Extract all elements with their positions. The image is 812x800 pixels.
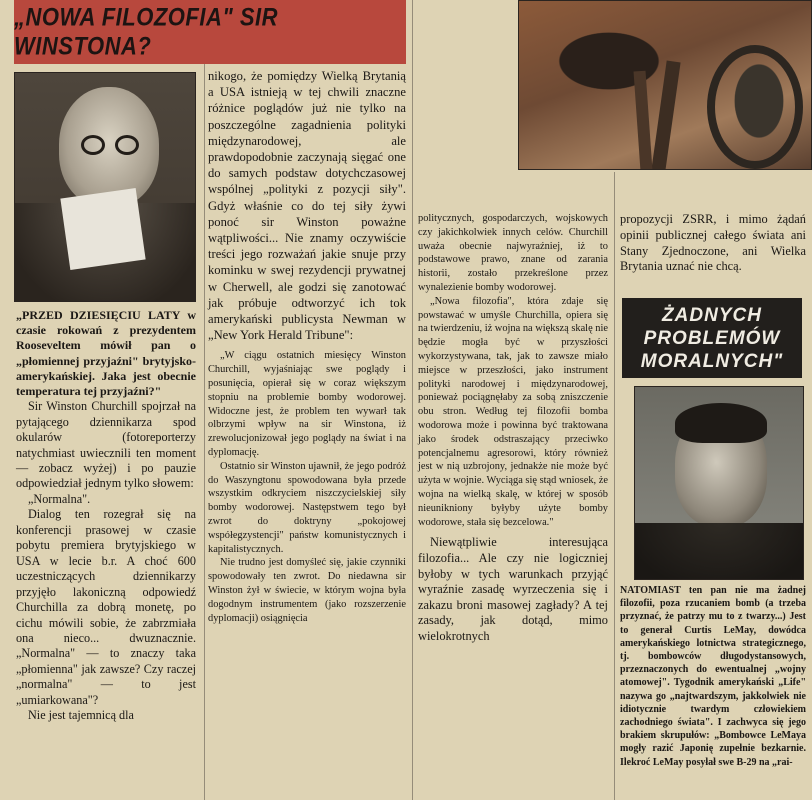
column-4-top <box>620 212 806 275</box>
lemay-portrait-photo <box>634 386 804 580</box>
portrait-suit-shape <box>635 523 804 580</box>
portrait-hair-shape <box>675 403 767 443</box>
col3-quote-paragraph: „Nowa filozofia", która zdaje się powstawać w umyśle Churchilla, opiera się na twierdzeniu, iż wojna na większą skalę nie będzie mogła być w przyszłości wykorzystywana, tak, jak to zawsze miało miejsce w przeszłości, jako instrument polityki narodowej i międzynarodowej, ponieważ pociągnęłaby za sobą zniszczenie obu stron. Według tej filozofii bomba wodorowa może i powinna być traktowana jako środek odstraszający przeciwko potencjalnemu agresorowi, który również jest w nią uzbrojony, jednakże nie może być użyta w wojnie. Wyciąga się stąd wniosek, że wojna na wielką skalę, w której w sposób nieunikniony byłyby użyte bomby wodorowe, stała się bezcelowa." <box>418 295 608 528</box>
article-title: „NOWA FILOZOFIA" SIR WINSTONA? <box>14 2 279 60</box>
column-rule-2 <box>412 0 413 800</box>
col2-quote-paragraph: Nie trudno jest domyśleć się, jakie czynniki spowodowały ten zwrot. Do niedawna sir Winston żył w świecie, w którym wojna była dogodnym instrumentem (jako rozszerzenie dyplomacji) osiągnięcia <box>208 557 406 624</box>
col2-quote-paragraph: Ostatnio sir Winston ujawnił, że jego podróż do Waszyngtonu spowodowana była przede wszystkim odkryciem niszczycielskiej siły bomby wodorowej. Następstwem tego był zwrot do doktryny „pokojowej współegzystencji" państw komunistycznych i kapitalistycznych. <box>208 460 406 555</box>
column-3 <box>418 212 608 644</box>
col1-paragraph: „Normalna". <box>28 491 91 506</box>
horse-leg-shape <box>651 61 680 170</box>
glasses-shape <box>81 135 145 155</box>
column-2 <box>208 68 406 625</box>
section-header-line: ŻADNYCH <box>662 304 762 326</box>
column-rule-1 <box>204 0 205 800</box>
section-header-line: MORALNYCH" <box>640 350 784 372</box>
column-rule-3 <box>614 172 615 800</box>
col3-paragraph: Niewątpliwie interesująca filozofia... Ale czy nie logiczniej byłoby w tych warunkach przyjąć wyraźnie zasadę wyrzeczenia się i zakazu broni masowej zagłady? A tej zasady, jak dotąd, mimo wielokrotnych <box>418 535 608 643</box>
column-1 <box>16 308 196 724</box>
churchill-portrait-photo <box>14 72 196 302</box>
col1-paragraph: Nie jest tajemnicą dla <box>28 708 134 723</box>
col4-paragraph: propozycji ZSRR, i mimo żądań opinii publicznej całego świata ani Stany Zjednoczone, ani Wielka Brytania uznać nie chcą. <box>620 212 806 274</box>
paper-sheet-shape <box>60 188 145 270</box>
col2-quote-paragraph: „W ciągu ostatnich miesięcy Winston Churchill, wyjaśniając swe poglądy i posunięcia, opierał się w coraz większym stopniu na problemie bomby wodorowej. Widoczne jest, że problem ten wywarł tak olbrzymi wpływ na sir Winstona, iż zrewolucjonizował jego poglądy na świat i na dyplomację. <box>208 350 406 459</box>
col1-lead-paragraph: „PRZED DZIESIĘCIU LATY w czasie rokowań z prezydentem Rooseveltem mówił pan o „płomiennej przyjaźni" brytyjsko-amerykańskiej. Jaka jest obecnie temperatura tej przyjaźni?" <box>16 308 196 399</box>
col2-paragraph: nikogo, że pomiędzy Wielką Brytanią a USA istnieją w tej chwili znaczne różnice poglądów już nie tylko na poszczególne zagadnienia polityki międzynarodowej, ale prawdopodobnie zaczynają sięgać one do samych podstaw dotychczasowej wspólnej „polityki z pozycji siły". Gdyż właśnie co do tej siły żywi ponoć sir Winston poważne wątpliwości... Nie znamy oczywiście treści jego rozważań jakie snuje przy kominku w swej rezydencji prywatnej w Cherwell, ale godzi się zanotować jak próbuje odtworzyć ich tok amerykański publicysta Newman w „New York Herald Tribune": <box>208 69 406 343</box>
horse-cart-photo <box>518 0 812 170</box>
col1-paragraph: Dialog ten rozegrał się na konferencji prasowej w czasie pobytu premiera brytyjskiego w USA w lecie b.r. A choć 600 uczestniczących dziennikarzy przyjęło lakoniczną odpowiedź Churchilla za dobrą monetę, po cichu mówili sobie, że zabrzmiała ona nieco... dwuznacznie. „Normalna" — to znaczy taka „płomienna" jak zawsze? Czy raczej „normalna" — to jest „umiarkowana"? <box>16 507 196 707</box>
col1-paragraph: Sir Winston Churchill spojrzał na pytającego dziennikarza spod okularów (fotoreporterzy natychmiast uwiecznili ten moment — zobacz wyżej) i po pauzie odpowiedział jednym tylko słowem: <box>16 399 196 491</box>
column-4-caption <box>620 584 806 769</box>
title-banner <box>14 0 406 64</box>
section-header-line: PROBLEMÓW <box>643 327 781 349</box>
horse-leg-shape <box>634 71 653 170</box>
col3-quote-paragraph: politycznych, gospodarczych, wojskowych czy jakichkolwiek innych celów. Churchill uważa obecnie najwyraźniej, iż to podstawowe prawo, znane od zarania historii, zostało przekreślone przez wynalezienie bomby wodorowej. <box>418 213 608 293</box>
cart-wheel-shape <box>707 45 803 169</box>
lemay-caption: NATOMIAST ten pan nie ma żadnej filozofii, poza rzucaniem bomb (a trzeba przyznać, że patrzy mu to z twarzy...) Jest to generał Curtis LeMay, dowódca amerykańskiego lotnictwa strategicznego, tj. bombowców długodystansowych, przeznaczonych do ewentualnej „wojny atomowej". Tygodnik amerykański „Life" nazywa go „najtwardszym, jakkolwiek nie idiotycznie twardym człowiekiem zachodniego świata". I zachwyca się jego brakiem skrupułów: „Bombowce LeMaya mogły razić Japonię zupełnie bezkarnie. Ilekroć LeMay posyłał swe B-29 na „rai- <box>620 585 806 768</box>
section-header <box>622 298 802 378</box>
